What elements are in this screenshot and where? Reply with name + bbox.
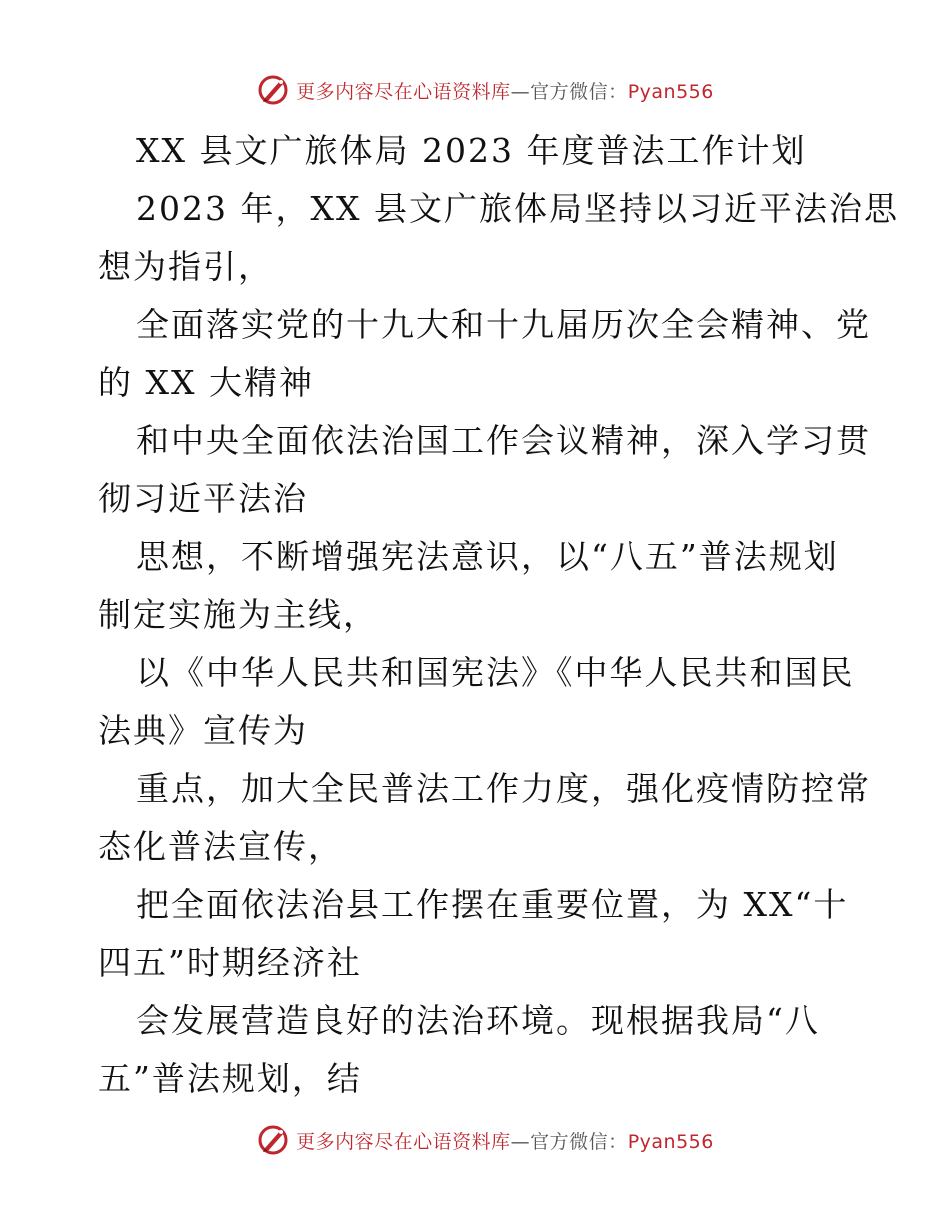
watermark-text	[296, 1127, 714, 1154]
footer-watermark-inner	[256, 1123, 714, 1157]
paragraph-line: 的 XX 大精神	[98, 363, 314, 402]
paragraph-line: 会发展营造良好的法治环境。现根据我局“八	[136, 1001, 820, 1040]
paragraph-line: 以《中华人民共和国宪法》《中华人民共和国民	[136, 653, 855, 692]
document-body	[98, 122, 899, 1108]
paragraph-line: 态化普法宣传，	[98, 827, 343, 866]
watermark-text	[296, 77, 714, 104]
paragraph-line: 2023 年，XX 县文广旅体局坚持以习近平法治思	[136, 189, 899, 228]
watermark-brand: 更多内容尽在心语资料库	[296, 80, 511, 103]
watermark-wechat-id: Pyan556	[627, 80, 714, 103]
paragraph-line: 法典》宣传为	[98, 711, 308, 750]
watermark-separator: —	[510, 1130, 531, 1153]
watermark-wechat-id: Pyan556	[627, 1130, 714, 1153]
paragraph-line: 重点，加大全民普法工作力度，强化疫情防控常	[136, 769, 871, 808]
paragraph-line: 想为指引，	[98, 247, 273, 286]
paragraph-line: 和中央全面依法治国工作会议精神，深入学习贯	[136, 421, 871, 460]
header-watermark-inner	[256, 73, 714, 107]
watermark-wechat-label: 官方微信：	[530, 80, 628, 103]
paragraph-line: 制定实施为主线，	[98, 595, 378, 634]
watermark-brand: 更多内容尽在心语资料库	[296, 1130, 511, 1153]
paragraph-line: 全面落实党的十九大和十九届历次全会精神、党	[136, 305, 871, 344]
paragraph-line: 彻习近平法治	[98, 479, 308, 518]
paragraph-line: 把全面依法治县工作摆在重要位置，为 XX“十	[136, 885, 849, 924]
pen-seal-icon	[256, 1123, 290, 1157]
paragraph-line: 五”普法规划，结	[98, 1059, 362, 1098]
pen-seal-icon	[256, 73, 290, 107]
paragraph-line: 思想，不断增强宪法意识，以“八五”普法规划	[136, 537, 839, 576]
document-title: XX 县文广旅体局 2023 年度普法工作计划	[136, 131, 807, 170]
paragraph-line: 四五”时期经济社	[98, 943, 362, 982]
header-watermark	[0, 70, 950, 110]
watermark-wechat-label: 官方微信：	[530, 1130, 628, 1153]
footer-watermark	[0, 1120, 950, 1160]
watermark-separator: —	[510, 80, 531, 103]
